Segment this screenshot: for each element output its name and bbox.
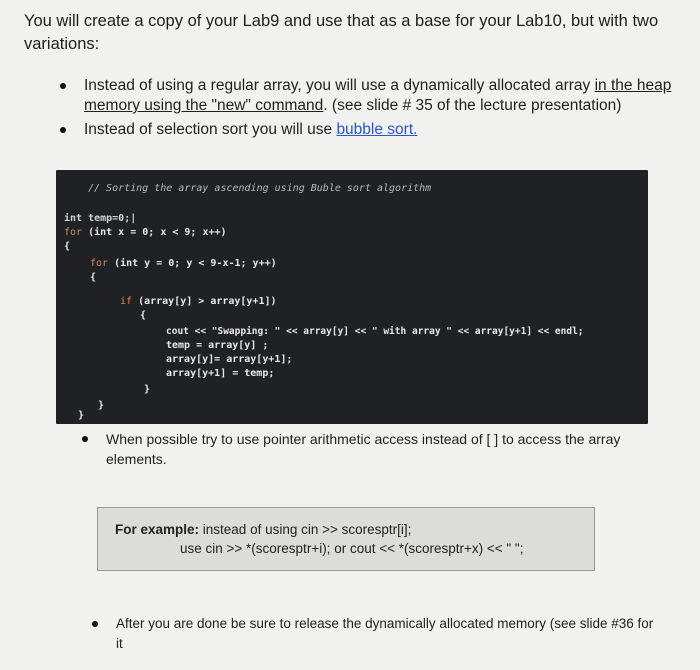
bullet-text: Instead of selection sort you will use [84,121,337,138]
code-line [64,227,227,238]
code-line: int temp=0;| [64,213,137,224]
bullet-text-end: . (see slide # 35 of the lecture presentation) [323,97,622,114]
code-line: } [144,384,151,395]
code-line: { [90,272,97,283]
code-screenshot [56,170,648,424]
code-line: array[y]= array[y+1]; [166,354,293,365]
list-item-release-memory [92,614,662,654]
code-line: } [98,400,105,411]
code-line: array[y+1] = temp; [166,368,275,379]
underlined-text: in the heap memory using the "new" command [84,77,672,114]
code-line: temp = array[y] ; [166,340,269,351]
bullet-icon [82,436,88,442]
variations-list [60,76,680,144]
example-line-2: use cin >> *(scoresptr+i); or cout << *(scoresptr+x) << " "; [180,541,524,556]
code-line: { [64,241,71,252]
code-line [120,296,277,307]
bullet-text: Instead of using a regular array, you will use a dynamically allocated array [84,77,595,94]
code-line: } [78,410,85,421]
code-text: (int x = 0; x < 9; x++) [82,227,227,238]
pointer-note-list [82,429,662,469]
example-label: For example: [115,522,200,537]
code-line [90,258,277,269]
code-line: { [140,310,147,321]
code-keyword: for [64,227,83,238]
code-line: cout << "Swapping: " << array[y] << " with array " << array[y+1] << endl; [166,326,584,337]
bubble-sort-link[interactable]: bubble sort. [336,121,418,138]
bullet-icon [92,621,98,627]
code-keyword: for [90,258,109,269]
bullet-icon [60,83,66,89]
code-keyword: if [120,296,133,307]
list-item-pointer-arithmetic [82,429,662,469]
code-text: (array[y] > array[y+1]) [132,296,277,307]
bullet-text: When possible try to use pointer arithmetic access instead of [ ] to access the array elements. [106,431,621,467]
code-comment: // Sorting the array ascending using Buble sort algorithm [88,183,432,194]
example-text: instead of using cin >> scoresptr[i]; [199,522,412,537]
bullet-icon [60,127,66,133]
example-box [97,507,595,571]
example-line-1 [115,522,411,537]
list-item-dynamic-array [60,76,680,116]
code-text: (int y = 0; y < 9-x-1; y++) [108,258,277,269]
release-note-list [92,614,662,654]
intro-paragraph: You will create a copy of your Lab9 and use that as a base for your Lab10, but with two variations: [24,12,659,53]
bullet-text: After you are done be sure to release the dynamically allocated memory (see slide #36 for it [116,616,654,651]
list-item-bubble-sort [60,120,680,140]
